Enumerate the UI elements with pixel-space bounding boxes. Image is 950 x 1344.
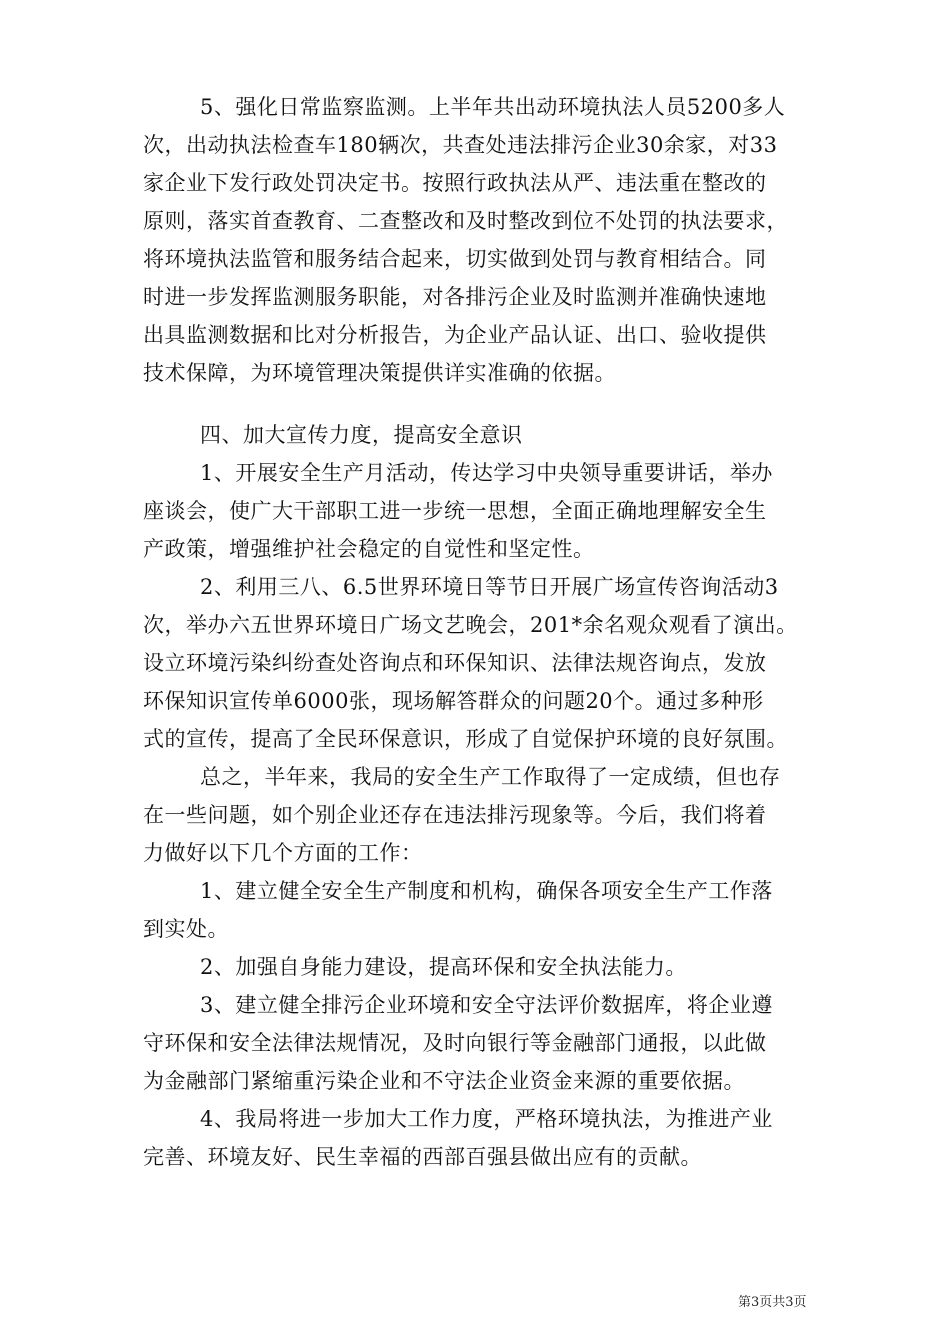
text-line: 力做好以下几个方面的工作：	[143, 841, 423, 865]
text-line: 环保知识宣传单6000张，现场解答群众的问题20个。通过多种形	[143, 689, 764, 713]
text-line: 设立环境污染纠纷查处咨询点和环保知识、法律法规咨询点，发放	[143, 651, 767, 675]
text-line: 在一些问题，如个别企业还存在违法排污现象等。今后，我们将着	[143, 803, 767, 827]
text-line: 完善、环境友好、民生幸福的西部百强县做出应有的贡献。	[143, 1145, 702, 1169]
text-line: 2、利用三八、6.5世界环境日等节日开展广场宣传咨询活动3	[200, 575, 779, 599]
page-number-footer: 第3页共3页	[738, 1295, 807, 1310]
text-line: 原则，落实首查教育、二查整改和及时整改到位不处罚的执法要求，	[143, 209, 788, 233]
text-line: 4、我局将进一步加大工作力度，严格环境执法，为推进产业	[200, 1107, 773, 1131]
text-line: 次，举办六五世界环境日广场文艺晚会，201*余名观众观看了演出。	[143, 613, 798, 637]
text-line: 为金融部门紧缩重污染企业和不守法企业资金来源的重要依据。	[143, 1069, 745, 1093]
text-line: 将环境执法监管和服务结合起来，切实做到处罚与教育相结合。同	[143, 247, 767, 271]
text-line: 3、建立健全排污企业环境和安全守法评价数据库，将企业遵	[200, 993, 773, 1017]
text-line: 家企业下发行政处罚决定书。按照行政执法从严、违法重在整改的	[143, 171, 767, 195]
text-line: 次，出动执法检查车180辆次，共查处违法排污企业30余家，对33	[143, 133, 778, 157]
text-line: 产政策，增强维护社会稳定的自觉性和坚定性。	[143, 537, 595, 561]
text-line: 守环保和安全法律法规情况，及时向银行等金融部门通报，以此做	[143, 1031, 767, 1055]
text-line: 出具监测数据和比对分析报告，为企业产品认证、出口、验收提供	[143, 323, 767, 347]
text-line: 5、强化日常监察监测。上半年共出动环境执法人员5200多人	[200, 95, 786, 119]
text-line: 1、建立健全安全生产制度和机构，确保各项安全生产工作落	[200, 879, 773, 903]
text-line: 座谈会，使广大干部职工进一步统一思想，全面正确地理解安全生	[143, 499, 767, 523]
text-line: 1、开展安全生产月活动，传达学习中央领导重要讲话，举办	[200, 461, 773, 485]
text-line: 式的宣传，提高了全民环保意识，形成了自觉保护环境的良好氛围。	[143, 727, 788, 751]
text-line: 2、加强自身能力建设，提高环保和安全执法能力。	[200, 955, 687, 979]
text-line: 时进一步发挥监测服务职能，对各排污企业及时监测并准确快速地	[143, 285, 767, 309]
section-heading: 四、加大宣传力度，提高安全意识	[200, 423, 523, 447]
text-line: 总之，半年来，我局的安全生产工作取得了一定成绩，但也存	[200, 765, 781, 789]
text-line: 到实处。	[143, 917, 229, 941]
text-line: 技术保障，为环境管理决策提供详实准确的依据。	[143, 361, 616, 385]
